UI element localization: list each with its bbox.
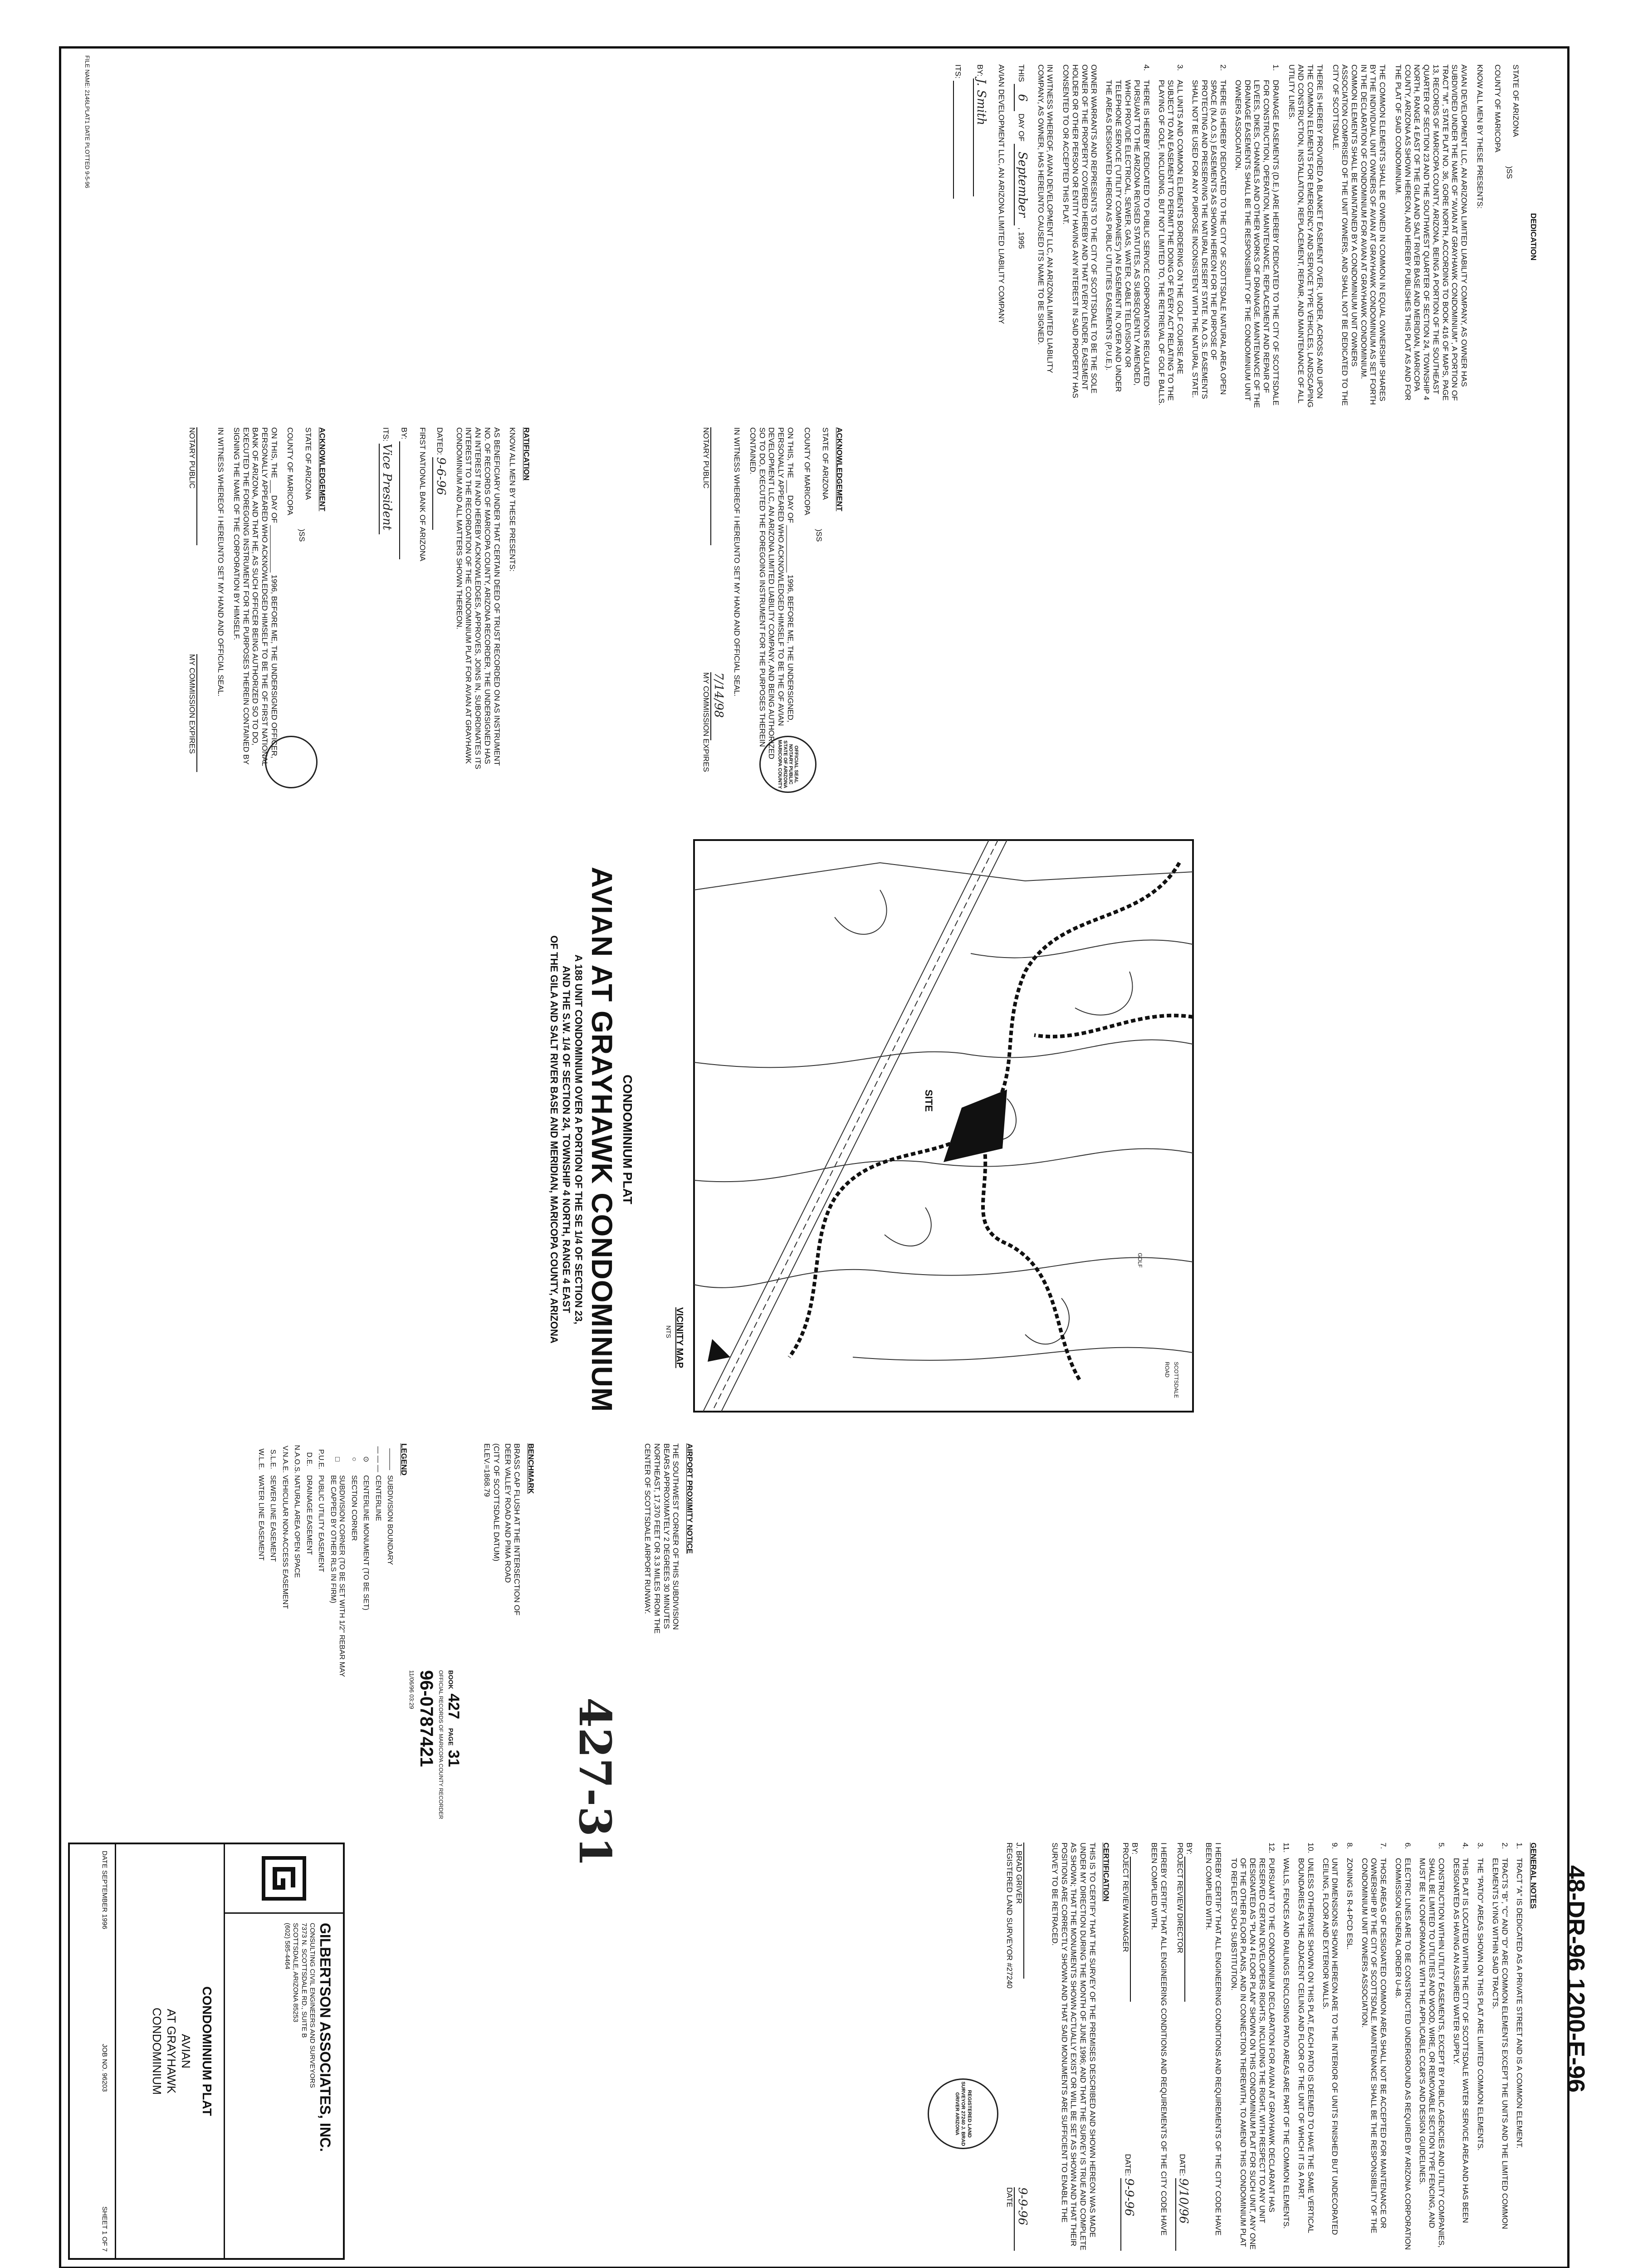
ratification-know-all: KNOW ALL MEN BY THESE PRESENTS: [508,427,517,572]
cert-date-label: DATE [1005,2187,1014,2208]
airport-block [636,1443,694,1634]
ratification-bank: FIRST NATIONAL BANK OF ARIZONA [418,427,427,562]
benchmark-heading: BENCHMARK [527,1443,535,1494]
ratification-block [379,427,531,772]
sheet-date: DATE SEPTEMBER 1996 [101,1851,108,1930]
ack2-commission: MY COMMISSION EXPIRES [188,654,197,754]
sheet-job: JOB NO. 96203 [101,2043,108,2092]
general-notes-heading: GENERAL NOTES [1529,1843,1538,1909]
company-line-3: SCOTTSDALE, ARIZONA 85253 [292,1923,300,2023]
note-item: 7. THOSE AREAS OF DESIGNATED COMMON AREA SHALL NOT BE ACCEPTED FOR MAINTENANCE OR OWNERSHIP BY THE CITY OF SCOTTSDALE. MAINTENANCE SHALL BE THE RESPONSIBILITY OF THE CONDOMINIUM UNIT OWNERS ASSOCIATION. [1360,1843,1388,2234]
ack2-state: STATE OF ARIZONA [304,427,313,500]
subtitle-2: AND THE S.W. 1/4 OF SECTION 24, TOWNSHIP 4 NORTH, RANGE 4 EAST [560,966,572,1313]
legend-heading: LEGEND [400,1443,408,1476]
ack2-body: ON THIS, THE ___ DAY OF ___________ 1996, BEFORE ME, THE UNDERSIGNED OFFICER, PERSONALLY APPEARED WHO ACKNOWLEDGED HIMSELF TO BE THE OF FIRST NATIONAL BANK OF ARIZONA, AND THAT HE, AS SUCH OFFICER BEING AUTHORIZED SO TO DO, EXECUTED THE FOREGOING INSTRUMENT FOR THE PURPOSES THEREIN CONTAINED BY SIGNING THE NAME OF THE CORPORATION BY HIMSELF. [232,427,279,766]
certification-heading: CERTIFICATION [1102,1843,1111,1902]
ratification-body: AS BENEFICIARY UNDER THAT CERTAIN DEED OF TRUST RECORDED ON AS INSTRUMENT NO. OF RECORDS OF MARICOPA COUNTY, ARIZONA RECORDER, THE UNDERSIGNED HAS AN INTEREST IN AND HEREBY ACKNOWLEDGES, APPROVES, JOINS IN, SUBORDINATES ITS INTEREST TO THE RECORDATION OF THE CONDOMINIUM PLAT FOR AVIAN AT GRAYHAWK CONDOMINIUM AND ALL MATTERS SHOWN THEREON. [455,427,501,769]
legend-item: □ SUBDIVISION CORNER (TO BE SET WITH 1/2" REBAR MAY BE CAPPED BY OTHER RLS IN FIRM) [329,1457,346,1677]
ack-hand-date: 7/14/98 [710,672,726,740]
dedication-item: 3. ALL UNITS AND COMMON ELEMENTS BORDERING ON THE GOLF COURSE ARE SUBJECT TO AN EASEMENT TO PERMIT THE DOING OF EVERY ACT RELATING TO THE PLAYING OF GOLF, INCLUDING, BUT NOT LIMITED TO, THE RETRIEVAL OF GOLF BALLS. [1157,64,1185,406]
legend-item: D.E. DRAINAGE EASEMENT [305,1452,313,1555]
legend-item: — — — CENTERLINE [374,1446,382,1521]
vicinity-map-drawing [689,836,1198,1416]
ack2-county: COUNTY OF MARICOPA [285,427,294,515]
dedication-entity: AVIAN DEVELOPMENT LLC, AN ARIZONA LIMITED LIABILITY COMPANY [997,64,1006,324]
notary-seal-2 [265,736,318,788]
sheet-title: CONDOMINIUM PLAT [200,1986,214,2116]
ack-body: ON THIS, THE ___ DAY OF ___________ 1996, BEFORE ME, THE UNDERSIGNED, PERSONALLY APPEARED WHO ACKNOWLEDGED HIMSELF TO BE THE OF AVIAN DEVELOPMENT LLC, AN ARIZONA LIMITED LIABILITY COMPANY, AND BEING AUTHORIZED SO TO DO, EXECUTED THE FOREGOING INSTRUMENT FOR THE PURPOSES THEREIN CONTAINED. [748,427,795,759]
dedication-block [953,64,1538,409]
benchmark-body: BRASS CAP FLUSH AT THE INTERSECTION OF DEER VALLEY ROAD AND PIMA ROAD [503,1443,522,1616]
surveyor-seal: REGISTERED LAND SURVEYOR 27240 J. BRAD GRIVER ARIZONA [928,2078,998,2149]
ratification-its: ITS: Vice President [379,427,394,772]
note-item: 2. TRACTS "B", "C" AND "D" ARE COMMON ELEMENTS EXCEPT THE UNITS AND THE LIMITED COMMON ELEMENTS LYING WITHIN SAID TRACTS. [1491,1843,1509,2229]
airport-body: THE SOUTHWEST CORNER OF THIS SUBDIVISION BEARS APPROXIMATELY 2 DEGREES 30 MINUTES NORTHEAST, 17,370 FEET OR 3.3 MILES FROM THE CENTER OF SCOTTSDALE AIRPORT RUNWAY. [643,1443,680,1634]
dedication-item: 1. DRAINAGE EASEMENTS (D.E.) ARE HEREBY DEDICATED TO THE CITY OF SCOTTSDALE FOR CONSTRUCTION, OPERATION, MAINTENANCE, REPLACEMENT AND REPAIR OF LEVEES, DIKES, CHANNELS AND OTHER WORKS OF DRAINAGE. MAINTENANCE OF THE DRAINAGE EASEMENTS SHALL BE THE RESPONSIBILITY OF THE CONDOMINIUM UNIT OWNERS ASSOCIATION. [1233,64,1280,408]
note-item: 8. ZONING IS R-4-PCD ESL. [1345,1843,1354,1950]
dedication-signature: J. Smith [973,78,988,196]
site-label: SITE [923,1090,934,1112]
ack-commission: MY COMMISSION EXPIRES [701,672,710,772]
project-title: AVIAN AT GRAYHAWK CONDOMINIUM [585,866,618,1413]
ratification-dated: DATED: 9-6-96 [432,427,448,772]
ack-state: STATE OF ARIZONA [821,427,830,500]
company-title-block [68,1843,345,2260]
sheet-project-2: AT GRAYHAWK [165,2009,179,2094]
cert-hand-date: 9-9-96 [1014,2187,1029,2251]
company-phone: (602) 585-4464 [284,1923,292,1970]
ack-county: COUNTY OF MARICOPA [802,427,812,515]
note-item: 9. UNIT DIMENSIONS SHOWN HEREON ARE TO THE INTERIOR OF UNITS FINISHED BUT UNDECORATED CEILING, FLOOR AND EXTERIOR WALLS. [1321,1843,1340,2235]
benchmark-elev: ELEV.=1868.79 [483,1443,492,1497]
acknowledgement-2-block [187,427,327,772]
legend-item: V.N.A.E. VEHICULAR NON-ACCESS EASEMENT [281,1446,289,1609]
vicinity-nts: NTS [665,1325,672,1338]
legend-item: ——— SUBDIVISION BOUNDARY [386,1448,394,1565]
sheet-project-3: CONDOMINIUM [150,2007,164,2095]
legend-item: W.L.E. WATER LINE EASEMENT [257,1448,265,1561]
recording-book-page: BOOK 427 PAGE 31 [445,1670,462,1767]
plat-type: CONDOMINIUM PLAT [621,1075,635,1204]
dedication-its-line: ITS: [953,64,966,409]
acknowledgement-block [701,427,844,772]
sheet-project-1: AVIAN [179,2033,193,2069]
dedication-state: STATE OF ARIZONA [1511,64,1521,137]
dedication-witness: IN WITNESS WHEREOF, AVIAN DEVELOPMENT LLC, AN ARIZONA LIMITED LIABILITY COMPANY, AS OWNER, HAS HEREUNTO CAUSED ITS NAME TO BE SIGNED. [1036,64,1055,373]
legend-item: P.U.E. PUBLIC UTILITY EASEMENT [317,1449,325,1572]
ack-witness: IN WITNESS WHEREOF I HEREUNTO SET MY HAND AND OFFICIAL SEAL. [733,427,742,697]
sheet-number: SHEET 1 OF 7 [101,2206,108,2252]
benchmark-block [482,1443,535,1634]
ratification-heading: RATIFICATION [522,427,531,481]
subtitle-1: A 188 UNIT CONDOMINIUM OVER A PORTION OF THE SE 1/4 OF SECTION 23, [572,954,584,1325]
notary-seal: OFFICIAL SEAL NOTARY PUBLIC STATE OF ARIZONA MARICOPA COUNTY [759,736,816,793]
general-notes-block [928,1843,1538,2251]
dedication-hand-month: September [1014,144,1029,225]
engineering-cert-sign: BY: PROJECT REVIEW DIRECTOR DATE: 9/10/96 [1175,1843,1198,2251]
recording-instrument: 96-0787421 [416,1670,436,1767]
vicinity-map [665,836,1198,1416]
ack-notary: NOTARY PUBLIC [701,427,710,489]
dedication-para-2: THE COMMON ELEMENTS SHALL BE OWNED IN COMMON IN EQUAL OWNERSHIP SHARES BY THE INDIVIDUAL UNIT OWNERS OF AVIAN AT GRAYHAWK CONDOMINIUM AS SET FORTH IN THE DECLARATION OF CONDOMINIUM FOR AVIAN AT GRAYHAWK CONDOMINIUM. COMMON ELEMENTS SHALL BE MAINTAINED BY A CONDOMINIUM UNIT OWNERS ASSOCIATION COMPRISED OF THE UNIT OWNERS, AND SHALL NOT BE DEDICATED TO THE CITY OF SCOTTSDALE. [1331,64,1387,406]
dedication-item: 4. THERE IS HEREBY DEDICATED TO PUBLIC SERVICE CORPORATIONS REGULATED PURSUANT TO THE ARIZONA REVISED STATUTES, AS SUBSEQUENTLY AMENDED, WHICH PROVIDE ELECTRICAL, SEWER, GAS, WATER, CABLE TELEVISION OR TELEPHONE SERVICE ("UTILITY COMPANIES") AN EASEMENT IN, OVER AND UNDER THE AREAS DESIGNATED HEREON AS PUBLIC UTILITIES EASEMENTS (P.U.E.). [1105,64,1151,392]
legend-item: S.L.E. SEWER LINE EASEMENT [269,1449,277,1562]
dedication-ss: )SS [1505,166,1514,179]
ratification-by: BY: [399,427,412,772]
surveyor-name: J. BRAD GRIVER [1015,1843,1024,1904]
dedication-county: COUNTY OF MARICOPA [1493,64,1502,152]
ack2-ss: )SS [298,528,307,542]
engineering-cert-text: I HEREBY CERTIFY THAT ALL ENGINEERING CONDITIONS AND REQUIREMENTS OF THE CITY CODE HAVE BEEN COMPLIED WITH. [1204,1843,1222,2236]
legend-item: N.A.O.S. NATURAL AREA OPEN SPACE [293,1445,301,1578]
dedication-item: 2. THERE IS HEREBY DEDICATED TO THE CITY OF SCOTTSDALE NATURAL AREA OPEN SPACE (N.A.O.S.) EASEMENTS AS SHOWN HEREON FOR THE PURPOSE OF PROTECTING AND PRESERVING THE NATURAL DESERT STATE. N.A.O.S. EASEMENTS SHALL NOT BE USED FOR ANY PURPOSE INCONSISTENT WITH THE NATURAL STATE. [1190,64,1228,399]
ack2-heading: ACKNOWLEDGEMENT [318,427,327,512]
legend-item: ⊙ CENTERLINE MONUMENT (TO BE SET) [362,1456,370,1611]
note-item: 3. THE "PATIO" AREAS SHOWN ON THIS PLAT ARE LIMITED COMMON ELEMENTS. [1476,1843,1485,2151]
recording-block [408,1670,463,1833]
plot-note: FILE NAME: 2146LPLAT1 DATE PLOTTED 9-5-96 [84,55,91,188]
plat-sheet [45,28,1588,2268]
note-item: 11. WALLS, FENCES AND RAILINGS ENCLOSING PATIO AREAS ARE PART OF THE COMMON ELEMENTS. [1282,1843,1291,2229]
map-label-golf: GOLF [1137,1253,1143,1268]
benchmark-datum: (CITY OF SCOTTSDALE DATUM) [492,1443,501,1562]
map-label-scottsdale: SCOTTSDALE [1173,1362,1179,1398]
ack2-witness: IN WITNESS WHEREOF I HEREUNTO SET MY HAND AND OFFICIAL SEAL. [216,427,225,697]
dedication-know-all: KNOW ALL MEN BY THESE PRESENTS: [1475,64,1484,209]
company-name: GILBERTSON ASSOCIATES, INC. [317,1923,333,2152]
case-numbers: 48-DR-96 1200-E-96 [1562,1865,1589,2093]
vicinity-heading: VICINITY MAP [675,1307,684,1369]
note-item: 4. THIS PLAT IS LOCATED WITHIN THE CITY OF SCOTTSDALE WATER SERVICE AREA AND HAS BEEN DESIGNATED AS HAVING AN ASSURED WATER SUPPLY. [1452,1843,1470,2223]
map-label-road: ROAD [1164,1362,1170,1378]
certification-body: THIS IS TO CERTIFY THAT THE SURVEY OF THE PREMISES DESCRIBED AND SHOWN HEREON WAS MADE UNDER MY DIRECTION DURING THE MONTH OF JUNE 1996; AND THAT THE SURVEY IS TRUE AND COMPLETE AS SHOWN; THAT THE MONUMENTS SHOWN ACTUALLY EXIST OR WILL BE SET AS SHOWN AND THAT THEIR POSITIONS ARE CORRECTLY SHOWN AND THAT SAID MONUMENTS ARE SUFFICIENT TO ENABLE THE SURVEY TO BE RETRACED. [1050,1843,1097,2251]
note-item: 6. ELECTRIC LINES ARE TO BE CONSTRUCTED UNDERGROUND AS REQUIRED BY ARIZONA CORPORATION COMMISSION GENERAL ORDER U-48. [1393,1843,1412,2250]
dedication-warranty: OWNER WARRANTS AND REPRESENTS TO THE CITY OF SCOTTSDALE TO BE THE SOLE OWNER OF THE PROPERTY COVERED HEREBY AND THAT EVERY LENDER, EASEMENT HOLDER OR OTHER PERSON OR ENTITY HAVING ANY INTEREST IN SAID PROPERTY HAS CONSENTED TO OR ACCEPTED THIS PLAT. [1061,64,1099,398]
ack2-notary: NOTARY PUBLIC [188,427,197,489]
legend-item: ○ SECTION CORNER [350,1457,358,1541]
margin-book-page-note: 427-31 [569,1697,621,1867]
note-item: 10. UNLESS OTHERWISE SHOWN ON THIS PLAT, EACH PATIO IS DEEMED TO HAVE THE SAME VERTICAL BOUNDARIES AS THE ADJACENT CEILING AND FLOOR OF THE UNIT OF WHICH IT IS A PART. [1297,1843,1315,2233]
dedication-by-line: BY: J. Smith [973,64,988,409]
dedication-hand-day: 6 [1014,84,1029,111]
note-item: 5. CONSTRUCTION WITHIN UTILITY EASEMENTS, EXCEPT BY PUBLIC AGENCIES AND UTILITY COMPANIES, SHALL BE LIMITED TO UTILITIES AND WOOD, WIRE, OR REMOVABLE SECTION TYPE FENCING, AND MUST BE IN CONFORMANCE WITH THE APPLICABLE CC&R'S AND DESIGN GUIDELINES. [1418,1843,1446,2248]
title-block [548,799,635,1480]
dedication-para-1: AVIAN DEVELOPMENT LLC, AN ARIZONA LIMITED LIABILITY COMPANY, AS OWNER HAS SUBDIVIDED UNDER THE NAME OF "AVIAN AT GRAYHAWK CONDOMINIUM", A PORTION OF TRACT "M", STATE PLAT NO. 36, GORE NORTH, ACCORDING TO BOOK 416 OF MAPS, PAGE 13, RECORDS OF MARICOPA COUNTY, ARIZONA, BEING A PORTION OF THE SOUTHEAST QUARTER OF SECTION 23 AND THE SOUTHWEST QUARTER OF SECTION 24, TOWNSHIP 4 NORTH, RANGE 4 EAST OF THE GILA AND SALT RIVER BASE AND MERIDIAN, MARICOPA COUNTY, ARIZONA AS SHOWN HEREON, AND HEREBY PUBLISHES THIS PLAT AS AND FOR THE PLAT OF SAID CONDOMINIUM. [1393,64,1469,401]
company-line-2: 7373 N. SCOTTSDALE RD., SUITE B [300,1923,308,2038]
company-logo-icon [225,1844,343,1914]
dedication-date-line: THIS 6 DAY OF September , 1995 [1014,64,1029,409]
ack-heading: ACKNOWLEDGEMENT [835,427,844,512]
ack-ss: )SS [815,528,824,542]
airport-heading: AIRPORT PROXIMITY NOTICE [685,1443,694,1554]
legend-block [253,1443,408,1679]
planning-cert-text: I HEREBY CERTIFY THAT ALL ENGINEERING CONDITIONS AND REQUIREMENTS OF THE CITY CODE HAVE BEEN COMPLIED WITH. [1149,1843,1168,2236]
dedication-para-3: THERE IS HEREBY PROVIDED A BLANKET EASEMENT OVER, UNDER, ACROSS AND UPON THE COMMON ELEMENTS FOR EMERGENCY AND SERVICE TYPE VEHICLES, LANDSCAPING AND CONSTRUCTION, INSTALLATION, REPLACEMENT, REPAIR, AND MAINTENANCE OF ALL UTILITY LINES. [1287,64,1324,408]
subtitle-3: OF THE GILA AND SALT RIVER BASE AND MERIDIAN, MARICOPA COUNTY, ARIZONA [548,935,560,1344]
surveyor-reg: REGISTERED LAND SURVEYOR #27240 [1005,1843,1014,1989]
company-line-1: CONSULTING CIVIL ENGINEERS AND SURVEYORS [308,1923,316,2088]
planning-cert-sign: BY: PROJECT REVIEW MANAGER DATE: 9-9-96 [1121,1843,1143,2251]
dedication-heading: DEDICATION [1529,213,1538,261]
recording-official: OFFICIAL RECORDS OF MARICOPA COUNTY RECORDER [437,1670,444,1819]
note-item: 1. TRACT "A" IS DEDICATED AS A PRIVATE STREET AND IS A COMMON ELEMENT. [1515,1843,1524,2149]
recording-time: 11/06/96 03:29 [408,1670,416,1709]
note-item: 12. PURSUANT TO THE CONDOMINIUM DECLARATION FOR AVIAN AT GRAYHAWK DECLARANT HAS RESERVED CERTAIN DEVELOPERS RIGHTS, INCLUDING THE RIGHT, WITH RESPECT TO ANY UNIT DESIGNATED AS "PLAN 4 FLOOR PLAN" SHOWN ON THIS CONDOMINIUM PLAT FOR SUCH UNIT, ANY ONE OF THE OTHER FLOOR PLANS, AND IN CONNECTION THEREWITH, TO AMEND THIS CONDOMINIUM PLAT TO REFLECT SUCH SUBSTITUTION. [1229,1843,1276,2250]
